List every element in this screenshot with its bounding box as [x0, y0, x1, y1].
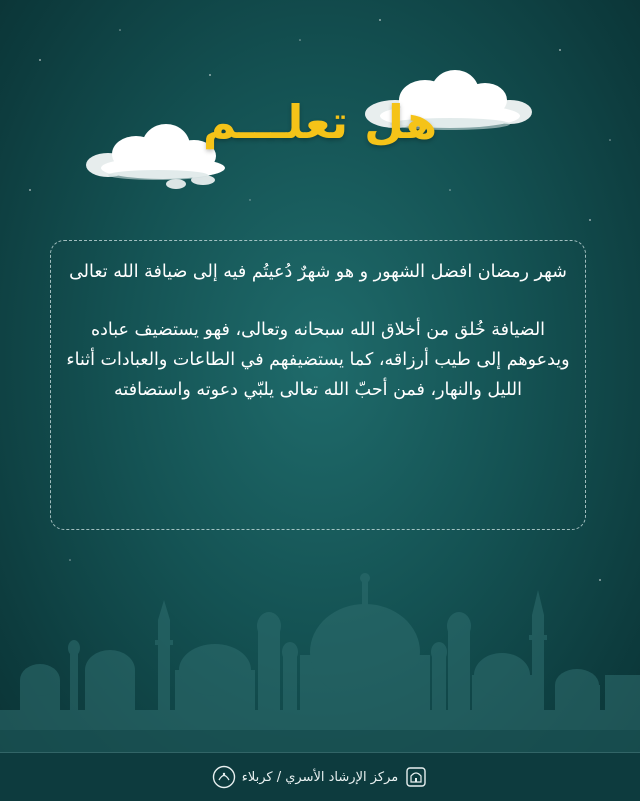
footer-bar — [0, 752, 640, 801]
organization-name: مركز الإرشاد الأسري / كربلاء — [241, 769, 399, 785]
logo-seal-icon — [212, 765, 236, 789]
mosque-skyline-icon — [0, 560, 640, 760]
page-title: هل تعلـــم — [202, 95, 438, 149]
paragraph-1: شهر رمضان افضل الشهور و هو شهرٌ دُعيتُم فيه إلى ضيافة الله تعالى — [69, 262, 567, 282]
info-card — [50, 240, 586, 530]
paragraph-2: الضيافة خُلق من أخلاق الله سبحانه وتعالى، فهو يستضيف عباده ويدعوهم إلى طيب أرزاقه، كما يستضيفهم في الطاعات والعبادات أثناء الليل والنهار، فمن أحبّ الله تعالى يلبّي دعوته واستضافته — [66, 320, 570, 400]
shrine-logo-icon — [404, 765, 428, 789]
